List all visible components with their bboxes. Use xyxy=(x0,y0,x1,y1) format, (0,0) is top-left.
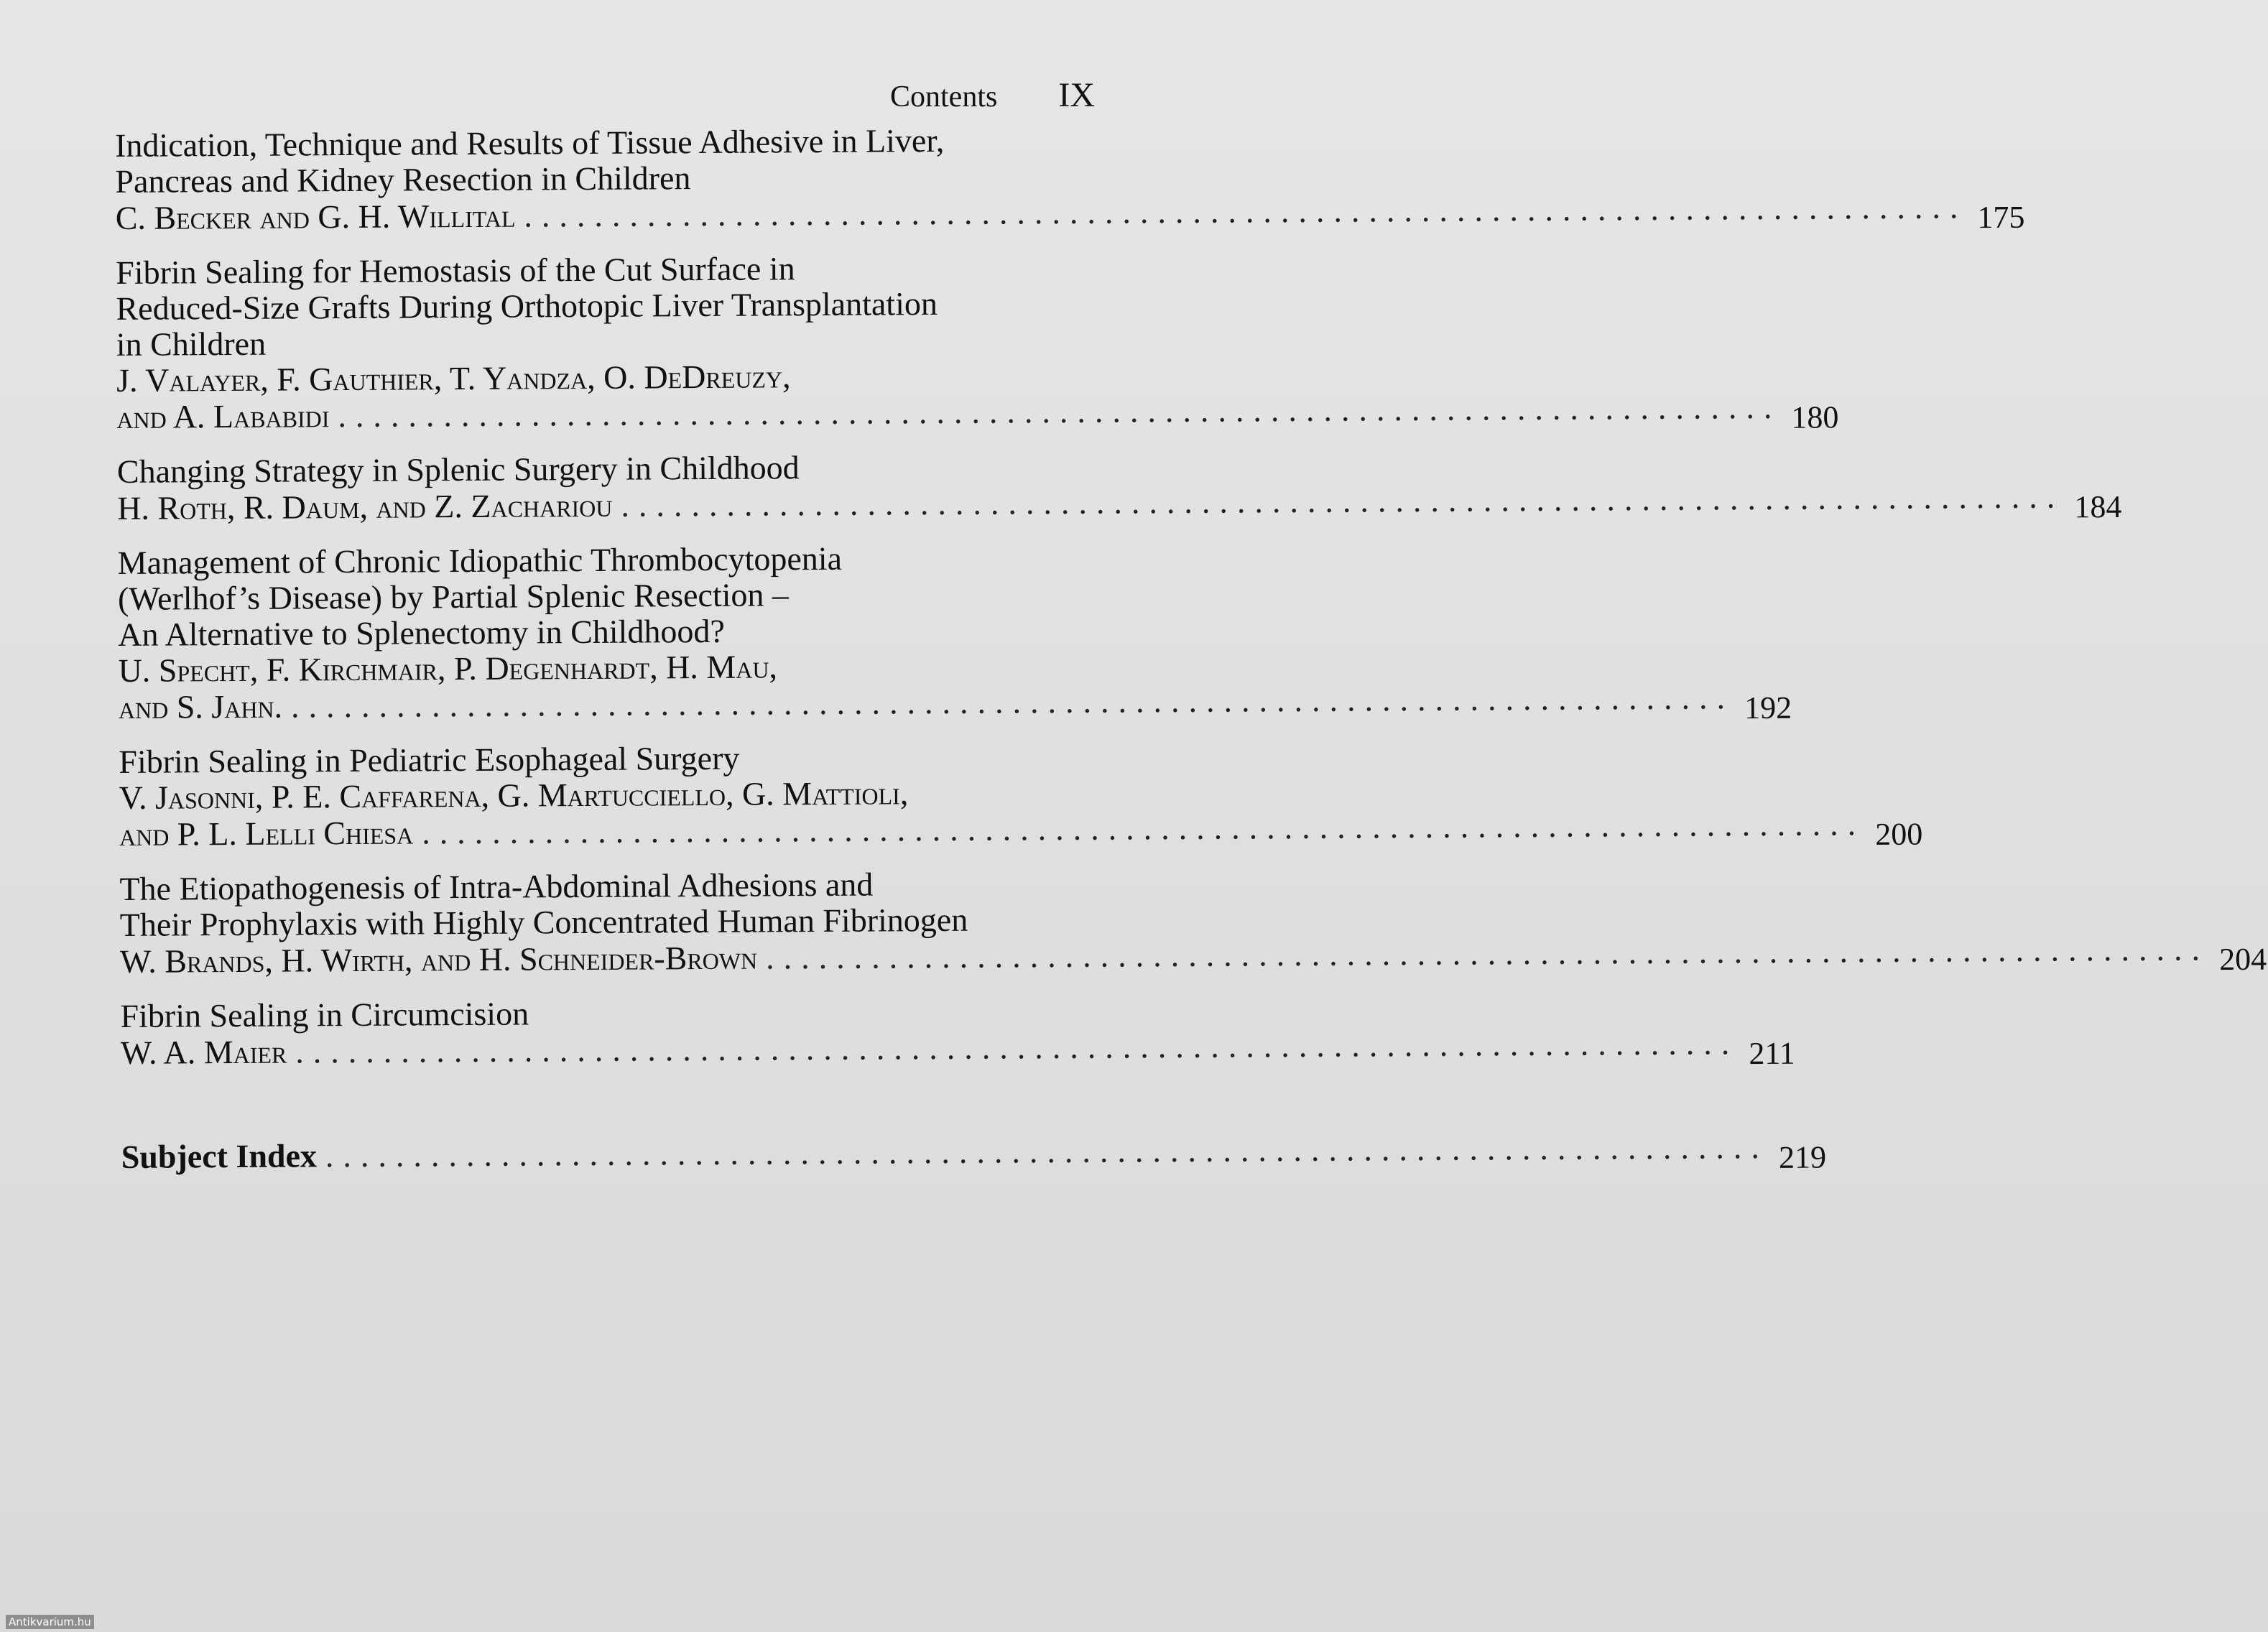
entry-title-line: Reduced-Size Grafts During Orthotopic Liver Transplantation xyxy=(116,285,938,327)
entry-authors: W. A. Maier xyxy=(120,1033,287,1071)
entry-title-line: An Alternative to Splenectomy in Childhood? xyxy=(118,612,725,653)
entry-authors: and A. Lababidi xyxy=(116,397,330,435)
running-head xyxy=(890,75,1095,115)
running-head-page-number: IX xyxy=(1058,76,1095,114)
subject-index-page-number: 219 xyxy=(1778,1139,1827,1175)
dot-leader: .................................................................................. xyxy=(621,478,2065,524)
subject-index-leader-row xyxy=(121,1128,1827,1177)
dot-leader: .................................................................................. xyxy=(325,1128,1769,1174)
entry-title xyxy=(116,249,1022,363)
entry-title-line: Their Prophylaxis with Highly Concentrated Human Fibrinogen xyxy=(119,901,968,943)
dot-leader: .................................................................................. xyxy=(765,930,2210,976)
entry-page-number: 184 xyxy=(2074,488,2122,525)
dot-leader: .................................................................................. xyxy=(290,679,1735,725)
entry-page-number: 211 xyxy=(1749,1035,1795,1072)
entry-title-line: Fibrin Sealing in Pediatric Esophageal Surgery xyxy=(119,739,740,780)
entry-title-line: Pancreas and Kidney Resection in Children xyxy=(115,159,691,200)
entry-author-leader-row xyxy=(118,679,1792,727)
entry-title-line: Fibrin Sealing for Hemostasis of the Cut Surface in xyxy=(116,250,795,291)
subject-index-label: Subject Index xyxy=(121,1137,318,1175)
toc-entry xyxy=(119,866,2267,981)
toc-entry xyxy=(120,993,1795,1072)
entry-author-leader-row xyxy=(116,388,1839,437)
entry-title xyxy=(118,539,1024,653)
toc-entry xyxy=(116,249,1839,437)
entry-author-leader-row xyxy=(115,188,2025,238)
dot-leader: .................................................................................. xyxy=(524,188,1968,234)
entry-title xyxy=(117,448,1022,490)
dot-leader: .................................................................................. xyxy=(338,388,1782,435)
subject-index-entry xyxy=(121,1128,1827,1177)
entry-page-number: 200 xyxy=(1875,816,1923,853)
entry-author-leader-row xyxy=(117,478,2122,528)
entry-author-leader-row xyxy=(120,1024,1795,1072)
toc-entry xyxy=(119,738,1923,854)
toc-entry xyxy=(117,539,1792,727)
dot-leader: .................................................................................. xyxy=(295,1024,1739,1070)
toc-entry xyxy=(114,121,2025,238)
entry-title-line: Management of Chronic Idiopathic Thrombocytopenia xyxy=(117,539,843,581)
entry-authors: W. Brands, H. Wirth, and H. Schneider-Brown xyxy=(119,939,758,980)
entry-title-line: Fibrin Sealing in Circumcision xyxy=(120,995,529,1034)
entry-title-line: Indication, Technique and Results of Tissue Adhesive in Liver, xyxy=(114,121,945,164)
entry-authors: and S. Jahn. xyxy=(118,687,283,725)
entry-page-number: 192 xyxy=(1744,690,1792,726)
entry-page-number: 175 xyxy=(1977,199,2025,236)
entry-title-line: Changing Strategy in Splenic Surgery in Childhood xyxy=(116,449,800,490)
entry-page-number: 180 xyxy=(1791,399,1839,435)
entry-title xyxy=(120,993,1025,1034)
entry-title xyxy=(115,122,1021,200)
entry-author-leader-row xyxy=(119,930,2267,981)
entry-authors: J. Valayer, F. Gauthier, T. Yandza, O. DeDreuzy, xyxy=(116,358,791,399)
entry-title-line: The Etiopathogenesis of Intra-Abdominal Adhesions and xyxy=(119,866,874,907)
entry-authors: V. Jasonni, P. E. Caffarena, G. Martucciello, G. Mattioli, xyxy=(119,774,909,816)
entry-title-line: (Werlhof’s Disease) by Partial Splenic Resection – xyxy=(117,576,790,617)
entry-title xyxy=(119,866,1025,943)
entry-title xyxy=(119,738,1024,780)
entry-authors: and P. L. Lelli Chiesa xyxy=(119,814,414,853)
dot-leader: .................................................................................. xyxy=(422,805,1866,851)
entry-page-number: 204 xyxy=(2219,941,2267,978)
toc-entry xyxy=(116,448,2122,528)
entry-author-leader-row xyxy=(119,805,1923,854)
entry-authors: C. Becker and G. H. Willital xyxy=(115,197,516,236)
running-head-label: Contents xyxy=(890,80,998,113)
entry-authors: H. Roth, R. Daum, and Z. Zachariou xyxy=(117,486,613,527)
entry-title-line: in Children xyxy=(116,325,267,363)
watermark-text: Antikvarium.hu xyxy=(6,1615,94,1629)
table-of-contents xyxy=(114,121,2267,1194)
entry-authors: U. Specht, F. Kirchmair, P. Degenhardt, H. Mau, xyxy=(118,648,778,689)
